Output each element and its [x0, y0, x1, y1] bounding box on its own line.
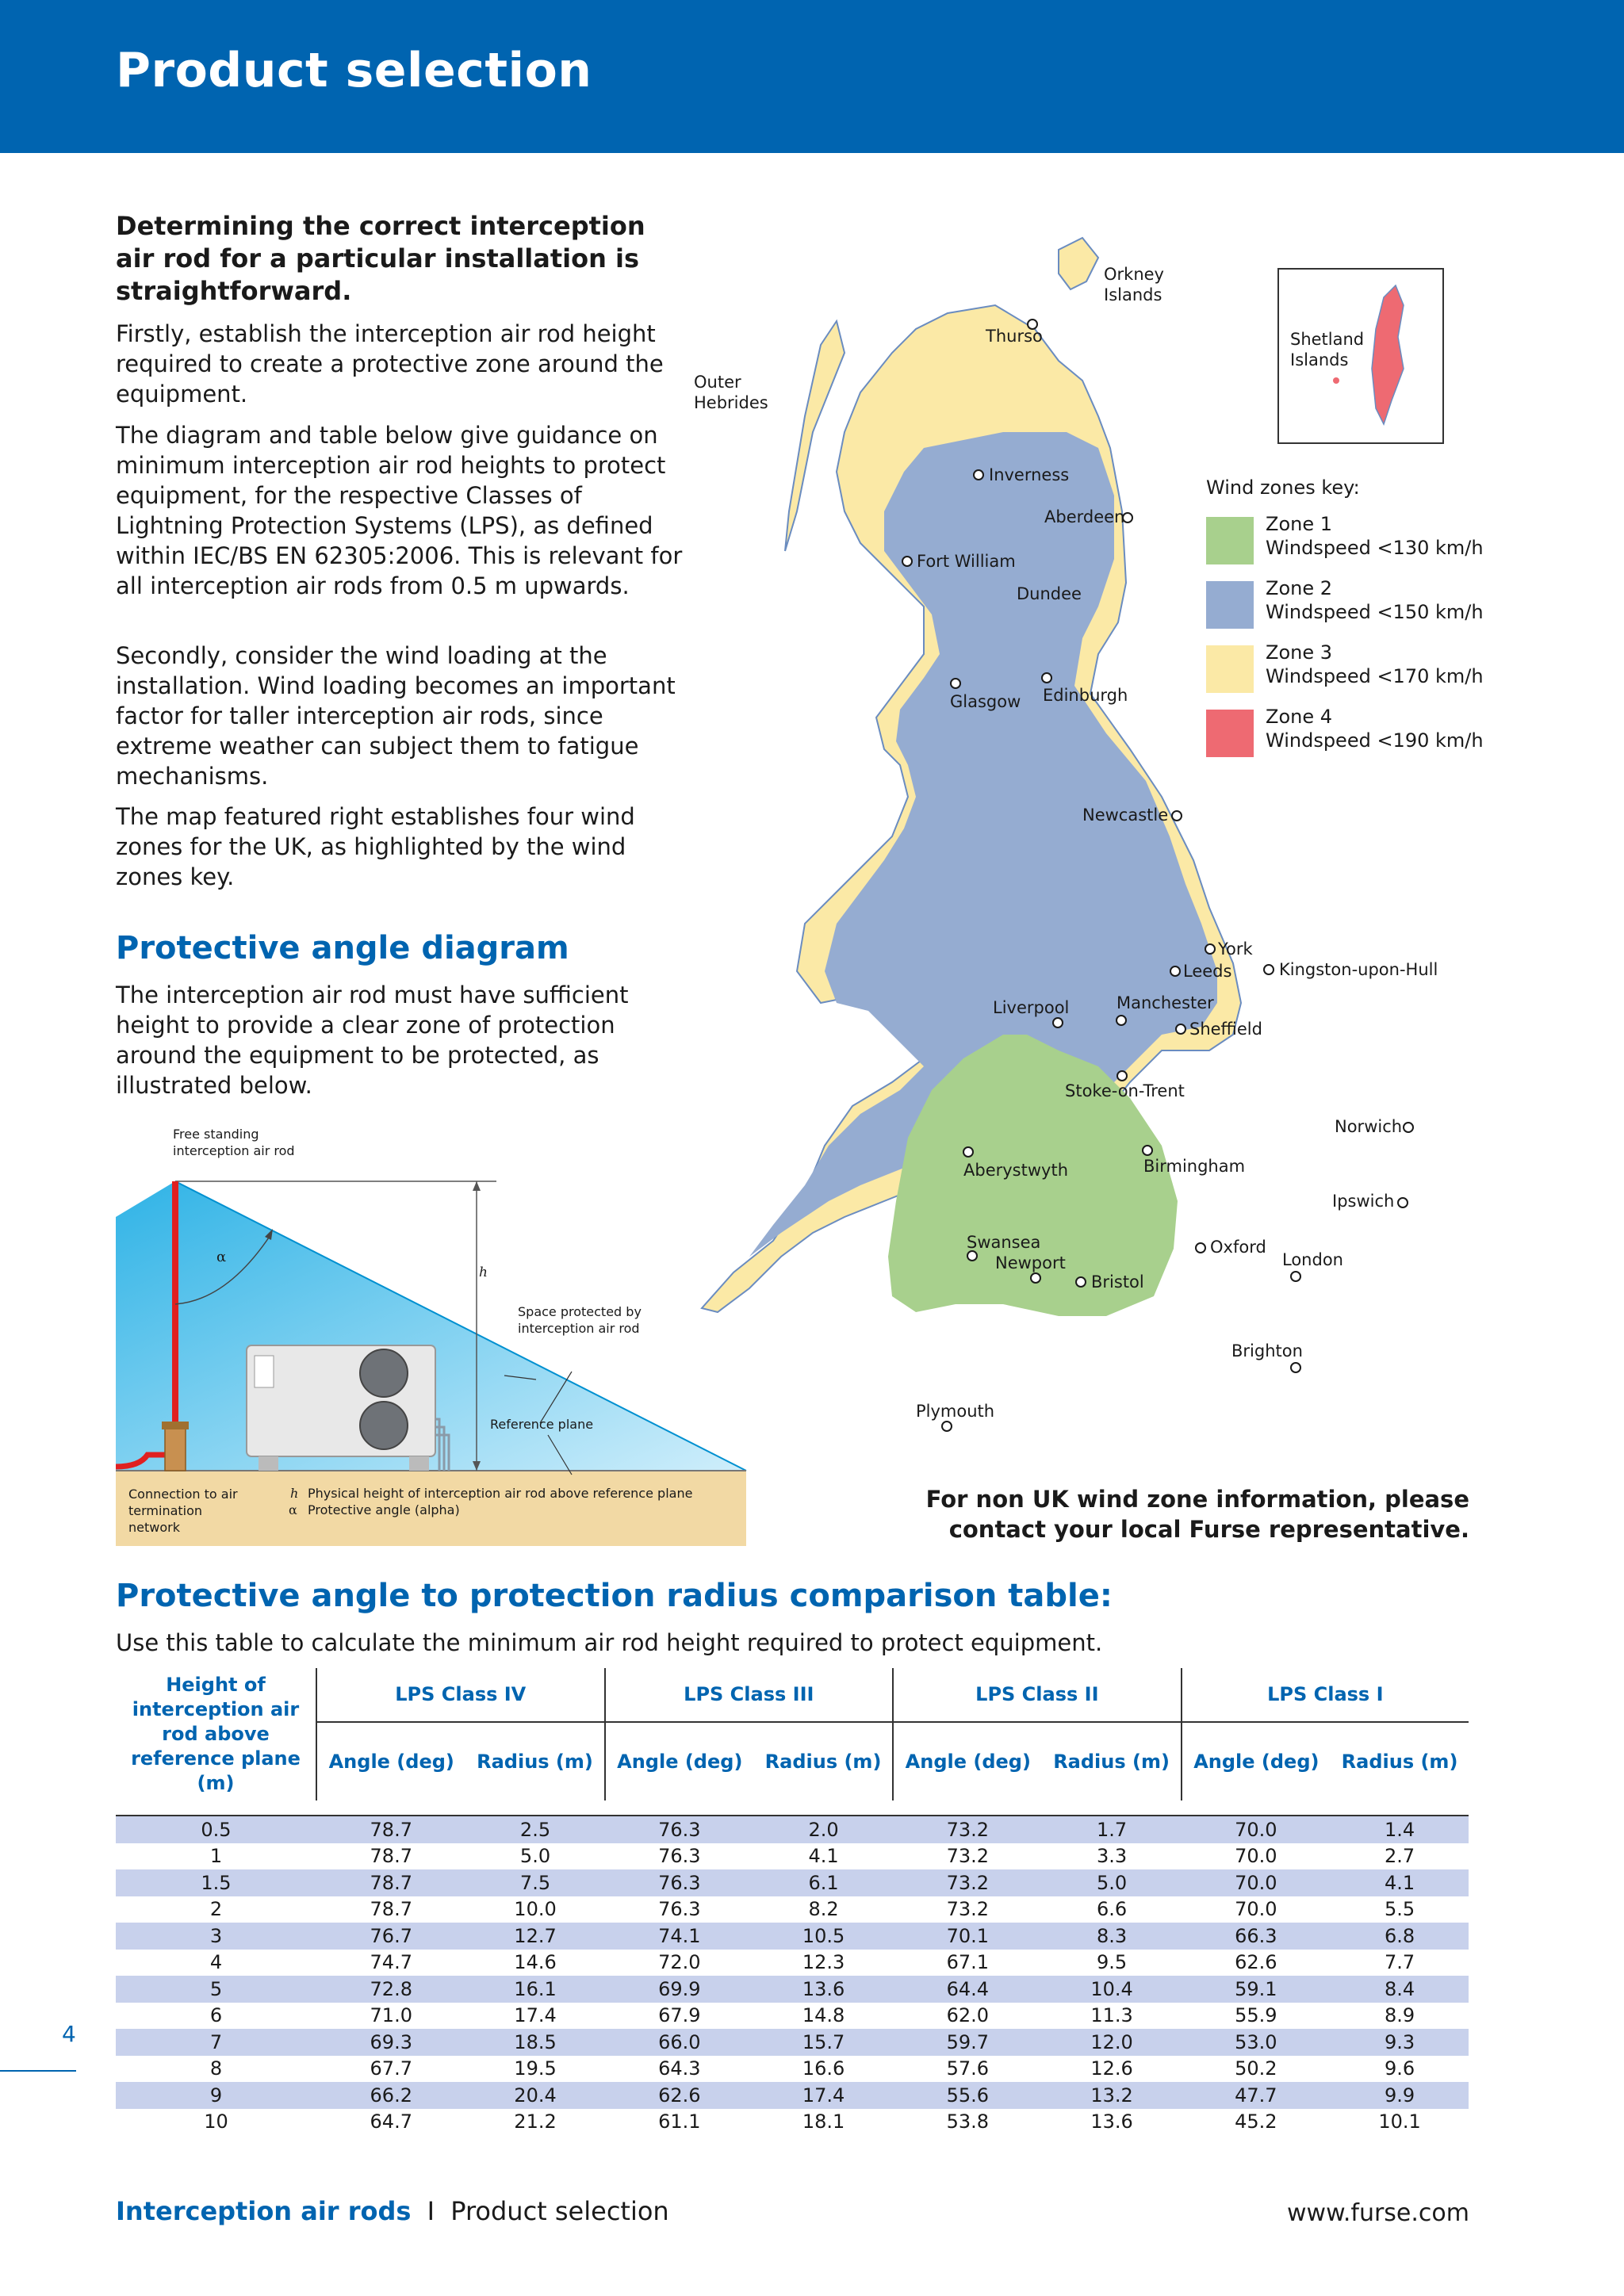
height-cell: 6	[209, 2004, 223, 2027]
page-number-rule	[0, 2070, 76, 2072]
table-row	[116, 1896, 1469, 1923]
intro-lead: Determining the correct interception air rod for a particular installation is straightforward.	[116, 211, 645, 306]
radius-header: Radius (m)	[754, 1722, 893, 1800]
footer-url[interactable]: www.furse.com	[1287, 2199, 1469, 2227]
city-aberdeen: Aberdeen	[1044, 507, 1125, 526]
height-cell: 8	[209, 2057, 223, 2080]
diagram-heading: Protective angle diagram	[116, 930, 569, 966]
legend-h-symbol: h	[290, 1486, 299, 1501]
radius-cell: 8.9	[1384, 2004, 1415, 2027]
radius-cell: 21.2	[514, 2110, 557, 2133]
radius-cell: 10.0	[514, 1898, 557, 1921]
radius-header: Radius (m)	[1043, 1722, 1182, 1800]
angle-header: Angle (deg)	[328, 1750, 454, 1773]
zone-1-swatch	[1206, 517, 1254, 564]
class-ii-header: LPS Class II	[893, 1668, 1182, 1722]
legend-alpha-symbol: α	[289, 1502, 297, 1517]
city-manchester: Manchester	[1116, 993, 1214, 1012]
radius-cell: 6.8	[1331, 1923, 1469, 1950]
intro-paragraph-2: The diagram and table below give guidance on minimum interception air rod heights to protect equipment, for the respective Classes of Lightning Protection Systems (LPS), as defined within IEC/BS EN 62305:2006. This is relevant for all interception air rods from 0.5 m upwards.	[116, 422, 683, 599]
table-heading: Protective angle to protection radius comparison table:	[116, 1578, 1113, 1614]
angle-cell: 71.0	[370, 2004, 412, 2027]
city-hull: Kingston-upon-Hull	[1279, 960, 1438, 979]
radius-cell: 4.1	[1331, 1869, 1469, 1896]
radius-cell: 16.1	[466, 1976, 605, 2003]
angle-cell: 74.7	[370, 1951, 412, 1974]
comparison-table	[116, 1668, 1469, 2135]
air-rod	[172, 1181, 178, 1455]
city-glasgow: Glasgow	[950, 692, 1021, 711]
legend-h-text: Physical height of interception air rod above reference plane	[308, 1486, 693, 1501]
city-oxford: Oxford	[1210, 1238, 1266, 1257]
radius-cell: 3.3	[1096, 1845, 1128, 1868]
city-dundee: Dundee	[1017, 584, 1082, 603]
angle-cell: 78.7	[316, 1816, 466, 1843]
angle-cell: 72.0	[658, 1951, 701, 1974]
angle-cell: 73.2	[946, 1845, 990, 1868]
city-london: London	[1282, 1250, 1343, 1269]
city-norwich: Norwich	[1335, 1117, 1403, 1136]
radius-cell: 1.7	[1043, 1816, 1182, 1843]
angle-cell: 64.4	[893, 1976, 1043, 2003]
radius-cell: 20.4	[466, 2082, 605, 2109]
radius-cell: 13.6	[754, 1976, 893, 2003]
angle-cell: 67.7	[370, 2057, 412, 2080]
shetland-label: Shetland Islands	[1290, 330, 1365, 369]
radius-cell: 18.1	[802, 2110, 845, 2133]
angle-cell: 66.0	[605, 2029, 755, 2056]
protective-angle-diagram	[116, 1118, 750, 1549]
outer-hebrides-shape	[785, 321, 845, 551]
radius-cell: 2.5	[466, 1816, 605, 1843]
height-cell: 3	[116, 1923, 316, 1950]
uk-wind-zone-map	[686, 210, 1495, 1494]
page-title: Product selection	[116, 43, 592, 98]
alpha-label: α	[216, 1249, 227, 1265]
table-row	[116, 1843, 1469, 1870]
angle-cell: 47.7	[1182, 2082, 1331, 2109]
angle-cell: 50.2	[1235, 2057, 1277, 2080]
radius-cell: 9.5	[1096, 1951, 1128, 1974]
footer-section-title: Interception air rods	[116, 2196, 412, 2226]
angle-cell: 73.2	[893, 1816, 1043, 1843]
city-newcastle: Newcastle	[1082, 806, 1169, 825]
footer-page-name: Product selection	[450, 2196, 669, 2226]
angle-cell: 57.6	[946, 2057, 990, 2080]
table-row	[116, 2003, 1469, 2030]
height-cell: 2	[209, 1898, 223, 1921]
angle-cell: 76.3	[605, 1869, 755, 1896]
angle-cell: 69.9	[605, 1976, 755, 2003]
class-i-header: LPS Class I	[1182, 1668, 1469, 1722]
radius-header: Radius (m)	[466, 1722, 605, 1800]
table-row	[116, 1816, 1469, 1843]
h-label: h	[479, 1265, 488, 1280]
radius-cell: 12.6	[1090, 2057, 1133, 2080]
angle-cell: 62.0	[946, 2004, 990, 2027]
radius-cell: 8.2	[808, 1898, 839, 1921]
height-cell: 0.5	[116, 1816, 316, 1843]
radius-cell: 7.5	[466, 1869, 605, 1896]
angle-cell: 76.3	[658, 1845, 701, 1868]
angle-cell: 72.8	[316, 1976, 466, 2003]
city-aberystwyth: Aberystwyth	[963, 1161, 1068, 1180]
city-sheffield: Sheffield	[1189, 1020, 1262, 1039]
city-ipswich: Ipswich	[1332, 1192, 1395, 1211]
table-row	[116, 2056, 1469, 2083]
city-stoke: Stoke-on-Trent	[1065, 1081, 1185, 1100]
intro-paragraph-1: Firstly, establish the interception air rod height required to create a protective zone around the equipment.	[116, 320, 664, 408]
angle-cell: 59.1	[1182, 1976, 1331, 2003]
radius-cell: 17.4	[754, 2082, 893, 2109]
radius-cell: 9.9	[1331, 2082, 1469, 2109]
angle-cell: 70.0	[1235, 1898, 1277, 1921]
city-plymouth: Plymouth	[916, 1402, 995, 1421]
angle-header: Angle (deg)	[1193, 1750, 1320, 1773]
rod-label: Free standing interception air rod	[173, 1127, 295, 1158]
orkney-shape	[1059, 238, 1098, 289]
radius-cell: 12.3	[802, 1951, 845, 1974]
city-brighton: Brighton	[1231, 1341, 1303, 1360]
angle-cell: 73.2	[946, 1898, 990, 1921]
height-cell: 1	[209, 1845, 223, 1868]
radius-cell: 1.4	[1331, 1816, 1469, 1843]
radius-cell: 12.0	[1043, 2029, 1182, 2056]
radius-cell: 2.7	[1384, 1845, 1415, 1868]
radius-cell: 4.1	[808, 1845, 839, 1868]
city-inverness: Inverness	[989, 465, 1070, 484]
radius-cell: 7.7	[1384, 1951, 1415, 1974]
table-subtitle: Use this table to calculate the minimum air rod height required to protect equipment.	[116, 1629, 1103, 1656]
city-york: York	[1218, 939, 1253, 959]
radius-cell: 5.0	[519, 1845, 551, 1868]
angle-cell: 55.6	[893, 2082, 1043, 2109]
reference-plane-label: Reference plane	[490, 1417, 594, 1432]
radius-cell: 12.7	[466, 1923, 605, 1950]
table-row	[116, 1869, 1469, 1896]
radius-cell: 13.2	[1043, 2082, 1182, 2109]
radius-cell: 5.5	[1384, 1898, 1415, 1921]
radius-cell: 10.1	[1378, 2110, 1421, 2133]
space-label: Space protected by interception air rod	[518, 1304, 642, 1336]
height-cell: 9	[116, 2082, 316, 2109]
angle-cell: 78.7	[370, 1845, 412, 1868]
angle-cell: 76.3	[605, 1816, 755, 1843]
city-leeds: Leeds	[1183, 962, 1232, 981]
angle-cell: 45.2	[1235, 2110, 1277, 2133]
radius-cell: 11.3	[1090, 2004, 1133, 2027]
equipment-unit	[247, 1345, 435, 1456]
angle-cell: 69.3	[316, 2029, 466, 2056]
angle-header: Angle (deg)	[905, 1750, 1031, 1773]
angle-cell: 64.3	[658, 2057, 701, 2080]
angle-cell: 76.3	[658, 1898, 701, 1921]
class-iv-header: LPS Class IV	[316, 1668, 605, 1722]
radius-cell: 5.0	[1043, 1869, 1182, 1896]
radius-cell: 9.3	[1331, 2029, 1469, 2056]
angle-cell: 76.7	[316, 1923, 466, 1950]
class-iii-header: LPS Class III	[605, 1668, 894, 1722]
radius-cell: 19.5	[514, 2057, 557, 2080]
angle-cell: 64.7	[370, 2110, 412, 2133]
table-row	[116, 1950, 1469, 1976]
height-cell: 10	[204, 2110, 228, 2133]
diagram-body: The interception air rod must have sufficient height to provide a clear zone of protection around the equipment to be protected, as illustrated below.	[116, 982, 629, 1099]
height-cell: 7	[116, 2029, 316, 2056]
radius-cell: 10.5	[754, 1923, 893, 1950]
footer-section	[116, 2196, 669, 2226]
angle-cell: 70.0	[1182, 1816, 1331, 1843]
angle-header: Angle (deg)	[617, 1750, 743, 1773]
angle-cell: 53.8	[946, 2110, 990, 2133]
table-row	[116, 1923, 1469, 1950]
radius-cell: 13.6	[1090, 2110, 1133, 2133]
angle-cell: 66.3	[1182, 1923, 1331, 1950]
radius-cell: 9.6	[1384, 2057, 1415, 2080]
zone-1-label: Zone 1 Windspeed <130 km/h	[1266, 513, 1484, 559]
angle-cell: 70.1	[893, 1923, 1043, 1950]
city-bristol: Bristol	[1091, 1272, 1144, 1292]
angle-cell: 70.0	[1182, 1869, 1331, 1896]
footer-separator: I	[427, 2196, 435, 2226]
radius-cell: 18.5	[466, 2029, 605, 2056]
angle-cell: 74.1	[605, 1923, 755, 1950]
city-liverpool: Liverpool	[993, 998, 1070, 1017]
orkney-label: Orkney Islands	[1104, 265, 1164, 304]
page-header	[0, 0, 1624, 153]
radius-cell: 10.4	[1043, 1976, 1182, 2003]
city-fort-william: Fort William	[917, 552, 1016, 571]
angle-cell: 78.7	[370, 1898, 412, 1921]
height-cell: 4	[209, 1951, 223, 1974]
intro-paragraph-4: The map featured right establishes four wind zones for the UK, as highlighted by the wind zones key.	[116, 803, 635, 890]
radius-cell: 14.6	[514, 1951, 557, 1974]
radius-cell: 14.8	[802, 2004, 845, 2027]
radius-cell: 8.3	[1043, 1923, 1182, 1950]
radius-cell: 2.0	[754, 1816, 893, 1843]
angle-cell: 62.6	[1235, 1951, 1277, 1974]
angle-cell: 59.7	[893, 2029, 1043, 2056]
zone-2-swatch	[1206, 581, 1254, 629]
zone-2-label: Zone 2 Windspeed <150 km/h	[1266, 577, 1484, 623]
angle-cell: 73.2	[893, 1869, 1043, 1896]
contact-note: For non UK wind zone information, please contact your local Furse representative.	[925, 1486, 1469, 1543]
angle-cell: 70.0	[1235, 1845, 1277, 1868]
radius-cell: 6.6	[1096, 1898, 1128, 1921]
table-row	[116, 2082, 1469, 2109]
city-swansea: Swansea	[967, 1233, 1041, 1252]
connection-label: Connection to air termination network	[128, 1487, 238, 1535]
angle-cell: 67.1	[946, 1951, 990, 1974]
radius-cell: 15.7	[754, 2029, 893, 2056]
radius-cell: 8.4	[1331, 1976, 1469, 2003]
angle-cell: 61.1	[658, 2110, 701, 2133]
table-row	[116, 2029, 1469, 2056]
page-number: 4	[62, 2021, 76, 2047]
city-thurso: Thurso	[986, 327, 1043, 346]
angle-cell: 53.0	[1182, 2029, 1331, 2056]
legend-alpha-text: Protective angle (alpha)	[308, 1502, 460, 1517]
zone-4-swatch	[1206, 710, 1254, 757]
height-cell: 1.5	[116, 1869, 316, 1896]
angle-cell: 62.6	[605, 2082, 755, 2109]
angle-cell: 55.9	[1235, 2004, 1277, 2027]
hebrides-label: Outer Hebrides	[694, 373, 768, 412]
height-header: Height of interception air rod above reference plane (m)	[116, 1668, 316, 1800]
angle-cell: 78.7	[316, 1869, 466, 1896]
map-svg	[686, 210, 1495, 1494]
wind-zones-key-title: Wind zones key:	[1206, 476, 1360, 499]
angle-cell: 67.9	[658, 2004, 701, 2027]
intro-paragraph-3: Secondly, consider the wind loading at the installation. Wind loading becomes an important factor for taller interception air rods, since extreme weather can subject them to fatigue mechanisms.	[116, 642, 676, 790]
angle-cell: 66.2	[316, 2082, 466, 2109]
height-cell: 5	[116, 1976, 316, 2003]
city-birmingham: Birmingham	[1143, 1157, 1246, 1176]
zone-4-label: Zone 4 Windspeed <190 km/h	[1266, 706, 1484, 752]
zone-3-swatch	[1206, 645, 1254, 693]
zone-3-label: Zone 3 Windspeed <170 km/h	[1266, 641, 1484, 687]
radius-header: Radius (m)	[1341, 1750, 1458, 1773]
radius-cell: 16.6	[802, 2057, 845, 2080]
radius-cell: 6.1	[754, 1869, 893, 1896]
city-edinburgh: Edinburgh	[1043, 686, 1128, 705]
table-row	[116, 2109, 1469, 2136]
radius-cell: 17.4	[514, 2004, 557, 2027]
table-row	[116, 1976, 1469, 2003]
city-newport: Newport	[995, 1253, 1066, 1272]
